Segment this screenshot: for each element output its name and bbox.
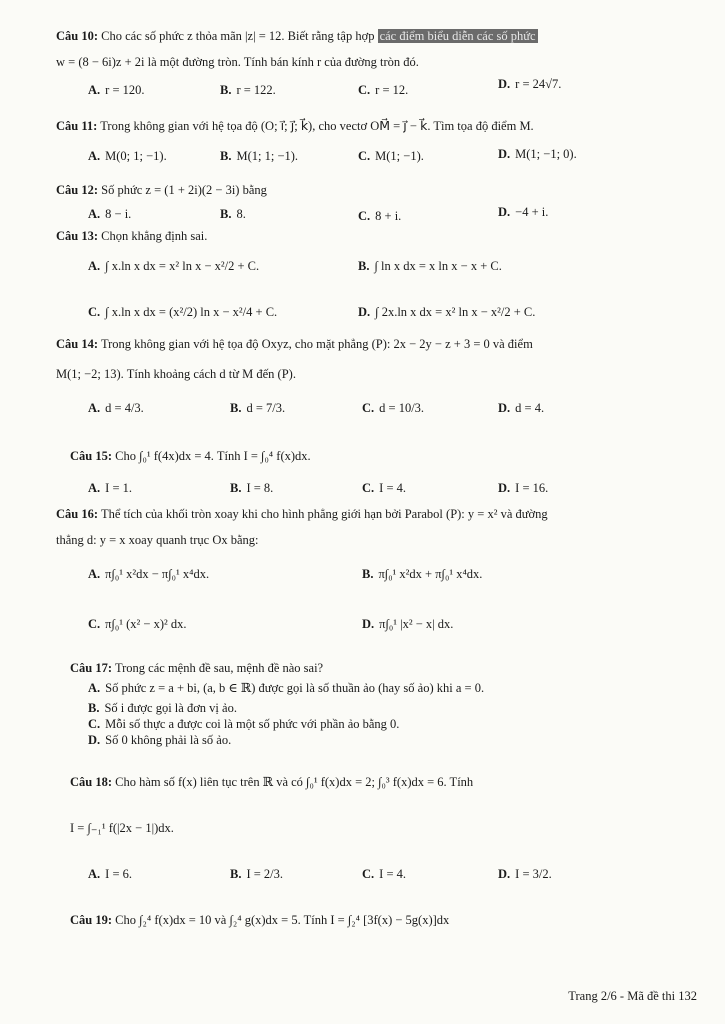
option-b[interactable]: B. r = 122. <box>220 83 276 97</box>
option-a[interactable]: A. M(0; 1; −1). <box>88 149 167 163</box>
question-label: Câu 12: <box>56 183 99 197</box>
question-label: Câu 14: <box>56 337 99 351</box>
option-a[interactable]: A. I = 6. <box>88 867 132 881</box>
question-text: Cho các số phức z thỏa mãn |z| = 12. Biết rằng tập hợp <box>101 29 375 43</box>
option-c[interactable]: C. I = 4. <box>362 481 406 495</box>
option-a[interactable]: A. r = 120. <box>88 83 145 97</box>
option-d[interactable]: D. −4 + i. <box>498 205 549 219</box>
option-c[interactable]: C. ∫ x.ln x dx = (x²/2) ln x − x²/4 + C. <box>88 305 278 319</box>
question-label: Câu 11: <box>56 119 98 133</box>
option-c[interactable]: C. M(1; −1). <box>358 149 424 163</box>
question-text-line2: I = ∫₋₁¹ f(|2x − 1|)dx. <box>70 821 174 835</box>
question-text: Trong không gian với hệ tọa độ Oxyz, cho mặt phẳng (P): 2x − 2y − z + 3 = 0 và điểm <box>100 337 533 351</box>
question-text-line2: w = (8 − 6i)z + 2i là một đường tròn. Tính bán kính r của đường tròn đó. <box>56 55 419 69</box>
question-text: Số phức z = (1 + 2i)(2 − 3i) bằng <box>101 183 267 197</box>
option-a[interactable]: A. 8 − i. <box>88 207 132 221</box>
option-c[interactable]: C. 8 + i. <box>358 209 402 223</box>
option-d[interactable]: D. Số 0 không phải là số ảo. <box>88 733 232 747</box>
option-b[interactable]: B. ∫ ln x dx = x ln x − x + C. <box>358 259 502 273</box>
question-11 <box>56 118 534 134</box>
option-d[interactable]: D. I = 16. <box>498 481 549 495</box>
option-b[interactable]: B. I = 8. <box>230 481 274 495</box>
page-footer: Trang 2/6 - Mã đề thi 132 <box>568 989 697 1003</box>
option-c[interactable]: C. I = 4. <box>362 867 406 881</box>
question-text: Chọn khẳng định sai. <box>101 229 208 243</box>
question-text-line2: M(1; −2; 13). Tính khoảng cách d từ M đến (P). <box>56 367 296 381</box>
question-19 <box>70 912 449 928</box>
question-label: Câu 15: <box>70 449 113 463</box>
question-17 <box>70 660 323 676</box>
question-12 <box>56 182 267 198</box>
option-d[interactable]: D. d = 4. <box>498 401 545 415</box>
option-b[interactable]: B. M(1; 1; −1). <box>220 149 299 163</box>
option-c[interactable]: C. Mỗi số thực a được coi là một số phức với phần ảo bằng 0. <box>88 717 400 731</box>
question-text: Cho ∫₀¹ f(4x)dx = 4. Tính I = ∫₀⁴ f(x)dx. <box>115 449 311 463</box>
question-label: Câu 19: <box>70 913 113 927</box>
option-a[interactable]: A. Số phức z = a + bi, (a, b ∈ ℝ) được gọi là số thuần ảo (hay số ảo) khi a = 0. <box>88 681 485 695</box>
question-text: Trong các mệnh đề sau, mệnh đề nào sai? <box>114 661 324 675</box>
question-label: Câu 10: <box>56 29 99 43</box>
question-14 <box>56 336 533 352</box>
option-b[interactable]: B. π∫₀¹ x²dx + π∫₀¹ x⁴dx. <box>362 567 483 581</box>
question-text-line2: thẳng d: y = x xoay quanh trục Ox bằng: <box>56 533 259 547</box>
question-label: Câu 18: <box>70 775 113 789</box>
option-d[interactable]: D. I = 3/2. <box>498 867 552 881</box>
option-a[interactable]: A. d = 4/3. <box>88 401 144 415</box>
option-a[interactable]: A. I = 1. <box>88 481 132 495</box>
highlighted-text: các điểm biểu diễn các số phức <box>379 29 536 43</box>
option-d[interactable]: D. π∫₀¹ |x² − x| dx. <box>362 617 454 631</box>
option-c[interactable]: C. r = 12. <box>358 83 409 97</box>
question-text: Cho hàm số f(x) liên tục trên ℝ và có ∫₀¹ f(x)dx = 2; ∫₀³ f(x)dx = 6. Tính <box>115 775 474 789</box>
option-c[interactable]: C. π∫₀¹ (x² − x)² dx. <box>88 617 187 631</box>
option-b[interactable]: B. I = 2/3. <box>230 867 284 881</box>
option-c[interactable]: C. d = 10/3. <box>362 401 425 415</box>
option-b[interactable]: B. Số i được gọi là đơn vị ảo. <box>88 701 237 715</box>
question-label: Câu 17: <box>70 661 113 675</box>
question-15 <box>70 448 311 464</box>
option-d[interactable]: D. M(1; −1; 0). <box>498 147 577 161</box>
option-d[interactable]: D. r = 24√7. <box>498 77 562 91</box>
question-18 <box>70 774 473 790</box>
question-label: Câu 16: <box>56 507 99 521</box>
option-b[interactable]: B. d = 7/3. <box>230 401 286 415</box>
question-text: Cho ∫₂⁴ f(x)dx = 10 và ∫₂⁴ g(x)dx = 5. Tính I = ∫₂⁴ [3f(x) − 5g(x)]dx <box>115 913 450 927</box>
option-a[interactable]: A. π∫₀¹ x²dx − π∫₀¹ x⁴dx. <box>88 567 210 581</box>
question-text: Trong không gian với hệ tọa độ (O; i⃗; j⃗; k⃗), cho vectơ OM⃗ = j⃗ − k⃗. Tìm tọa độ điểm M. <box>100 119 534 133</box>
option-a[interactable]: A. ∫ x.ln x dx = x² ln x − x²/2 + C. <box>88 259 260 273</box>
option-b[interactable]: B. 8. <box>220 207 246 221</box>
question-10 <box>56 28 538 44</box>
question-16 <box>56 506 548 522</box>
question-label: Câu 13: <box>56 229 99 243</box>
option-d[interactable]: D. ∫ 2x.ln x dx = x² ln x − x²/2 + C. <box>358 305 536 319</box>
question-13 <box>56 228 207 244</box>
question-text: Thể tích của khối tròn xoay khi cho hình phẳng giới hạn bởi Parabol (P): y = x² và đường <box>100 507 548 521</box>
